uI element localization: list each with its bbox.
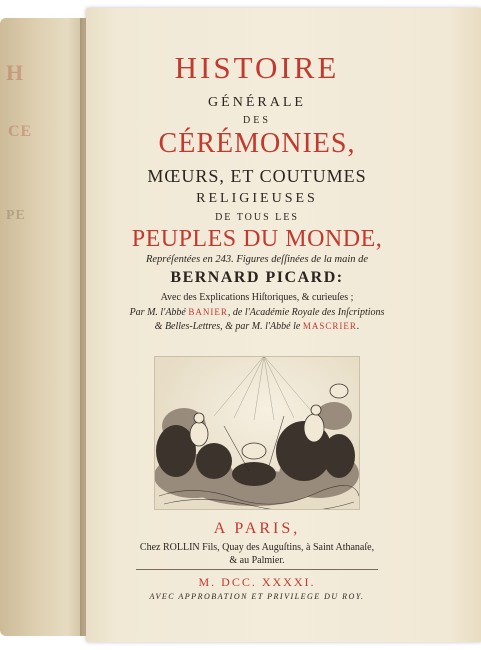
title-moeurs: MŒURS, ET COUTUMES — [147, 166, 367, 186]
left-facing-page — [0, 18, 84, 636]
imprint-privilege: AVEC APPROBATION ET PRIVILEGE DU ROY. — [149, 592, 365, 601]
credit-mascrier-name: MASCRIER — [302, 321, 357, 331]
imprint-rule — [136, 569, 378, 570]
title-religieuses: RELIGIEUSES — [196, 191, 318, 206]
title-peuples-du-monde: PEUPLES DU MONDE, — [131, 226, 383, 252]
imprint-publisher: Chez ROLLIN Fils, Quay des Auguſtins, à Saint Athanaſe, — [139, 542, 375, 553]
credit-banier — [96, 307, 418, 318]
title-page — [86, 8, 481, 642]
imprint-place: A PARIS, — [213, 520, 301, 537]
title-histoire: HISTOIRE — [174, 50, 340, 85]
title-ceremonies: CÉRÉMONIES, — [158, 128, 356, 159]
engraved-vignette — [154, 356, 360, 510]
imprint-date: M. DCC. XXXXI. — [198, 575, 316, 589]
credit-mascrier-prefix: & Belles-Lettres, & par M. l'Abbé le — [154, 321, 303, 332]
credit-banier-name: BANIER — [188, 307, 228, 317]
author-bernard-picard: BERNARD PICARD: — [170, 269, 344, 286]
credit-mascrier — [96, 321, 418, 332]
title-des: DES — [243, 115, 271, 126]
credit-banier-suffix: , de l'Académie Royale des Inſcriptions — [227, 307, 385, 318]
bleed-through-mark: H — [6, 60, 25, 85]
credit-banier-prefix: Par M. l'Abbé — [129, 307, 189, 318]
title-de-tous-les: DE TOUS LES — [215, 212, 299, 223]
title-generale: GÉNÉRALE — [208, 95, 306, 110]
subtitle-explications: Avec des Explications Hiſtoriques, & curieuſes ; — [160, 292, 354, 303]
imprint-publisher-sign: & au Palmier. — [229, 555, 285, 566]
vignette-illustration — [154, 356, 360, 510]
credit-mascrier-suffix: . — [356, 321, 360, 332]
bleed-through-mark: CE — [8, 123, 33, 140]
title-page-text-block — [96, 8, 418, 642]
subtitle-representees: Repréſentées en 243. Figures deſſinées de la main de — [145, 254, 369, 265]
bleed-through-mark: PE — [6, 208, 26, 223]
